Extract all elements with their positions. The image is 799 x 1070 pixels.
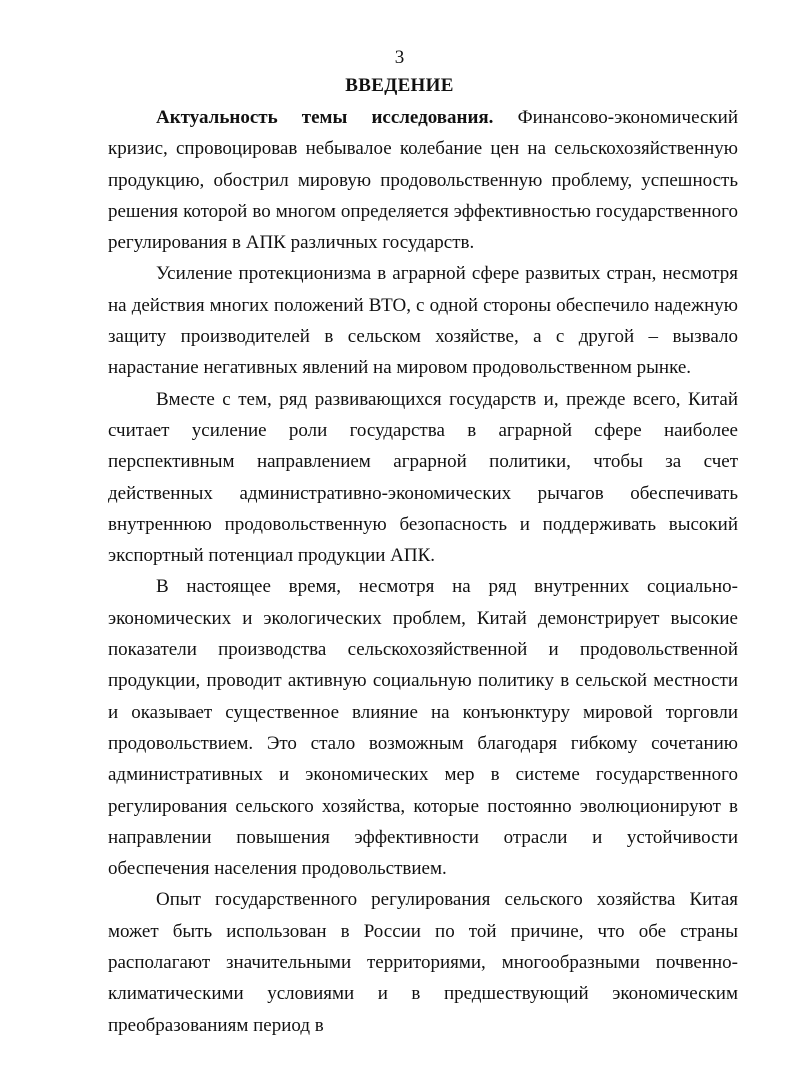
section-heading: ВВЕДЕНИЕ — [345, 75, 454, 96]
paragraph-china-policy — [108, 384, 738, 572]
paragraph-text: Вместе с тем, ряд развивающихся государств и, прежде всего, Китай считает усиление роли государства в аграрной сфере наиболее перспективным направлением аграрной политики, чтобы за счет действенных административно-экономических рычагов обеспечивать внутреннюю продовольственную безопасность и поддерживать высокий экспортный потенциал продукции АПК. — [108, 388, 738, 567]
paragraph-text: Опыт государственного регулирования сельского хозяйства Китая может быть использован в России по той причине, что обе страны располагают значительными территориями, многообразными почвенно-климатическими условиями и в предшествующий экономическим преобразованиям период в — [108, 889, 738, 1036]
paragraph-russia-experience — [108, 884, 738, 1040]
paragraph-text: Усиление протекционизма в аграрной сфере развитых стран, несмотря на действия многих положений ВТО, с одной стороны обеспечило надежную защиту производителей в сельском хозяйстве, а с другой – вызвало нарастание негативных явлений на мировом продовольственном рынке. — [108, 263, 738, 379]
paragraph-relevance — [108, 102, 738, 258]
paragraph-lead: Актуальность темы исследования. — [156, 107, 494, 128]
paragraph-protectionism — [108, 258, 738, 383]
paragraph-text: Финансово-экономический кризис, спровоцировав небывалое колебание цен на сельскохозяйственную продукцию, обострил мировую продовольственную проблему, успешность решения которой во многом определяется эффективностью государственного регулирования в АПК различных государств. — [108, 107, 739, 254]
page-number: 3 — [394, 47, 405, 68]
paragraph-china-indicators — [108, 571, 738, 884]
body-text — [108, 102, 738, 1041]
paragraph-text: В настоящее время, несмотря на ряд внутренних социально-экономических и экологических проблем, Китай демонстрирует высокие показатели производства сельскохозяйственной и продовольственной продукции, проводит активную социальную политику в сельской местности и оказывает существенное влияние на конъюнктуру мировой торговли продовольствием. Это стало возможным благодаря гибкому сочетанию административных и экономических мер в системе государственного регулирования сельского хозяйства, которые постоянно эволюционируют в направлении повышения эффективности отрасли и устойчивости обеспечения населения продовольствием. — [108, 576, 738, 880]
